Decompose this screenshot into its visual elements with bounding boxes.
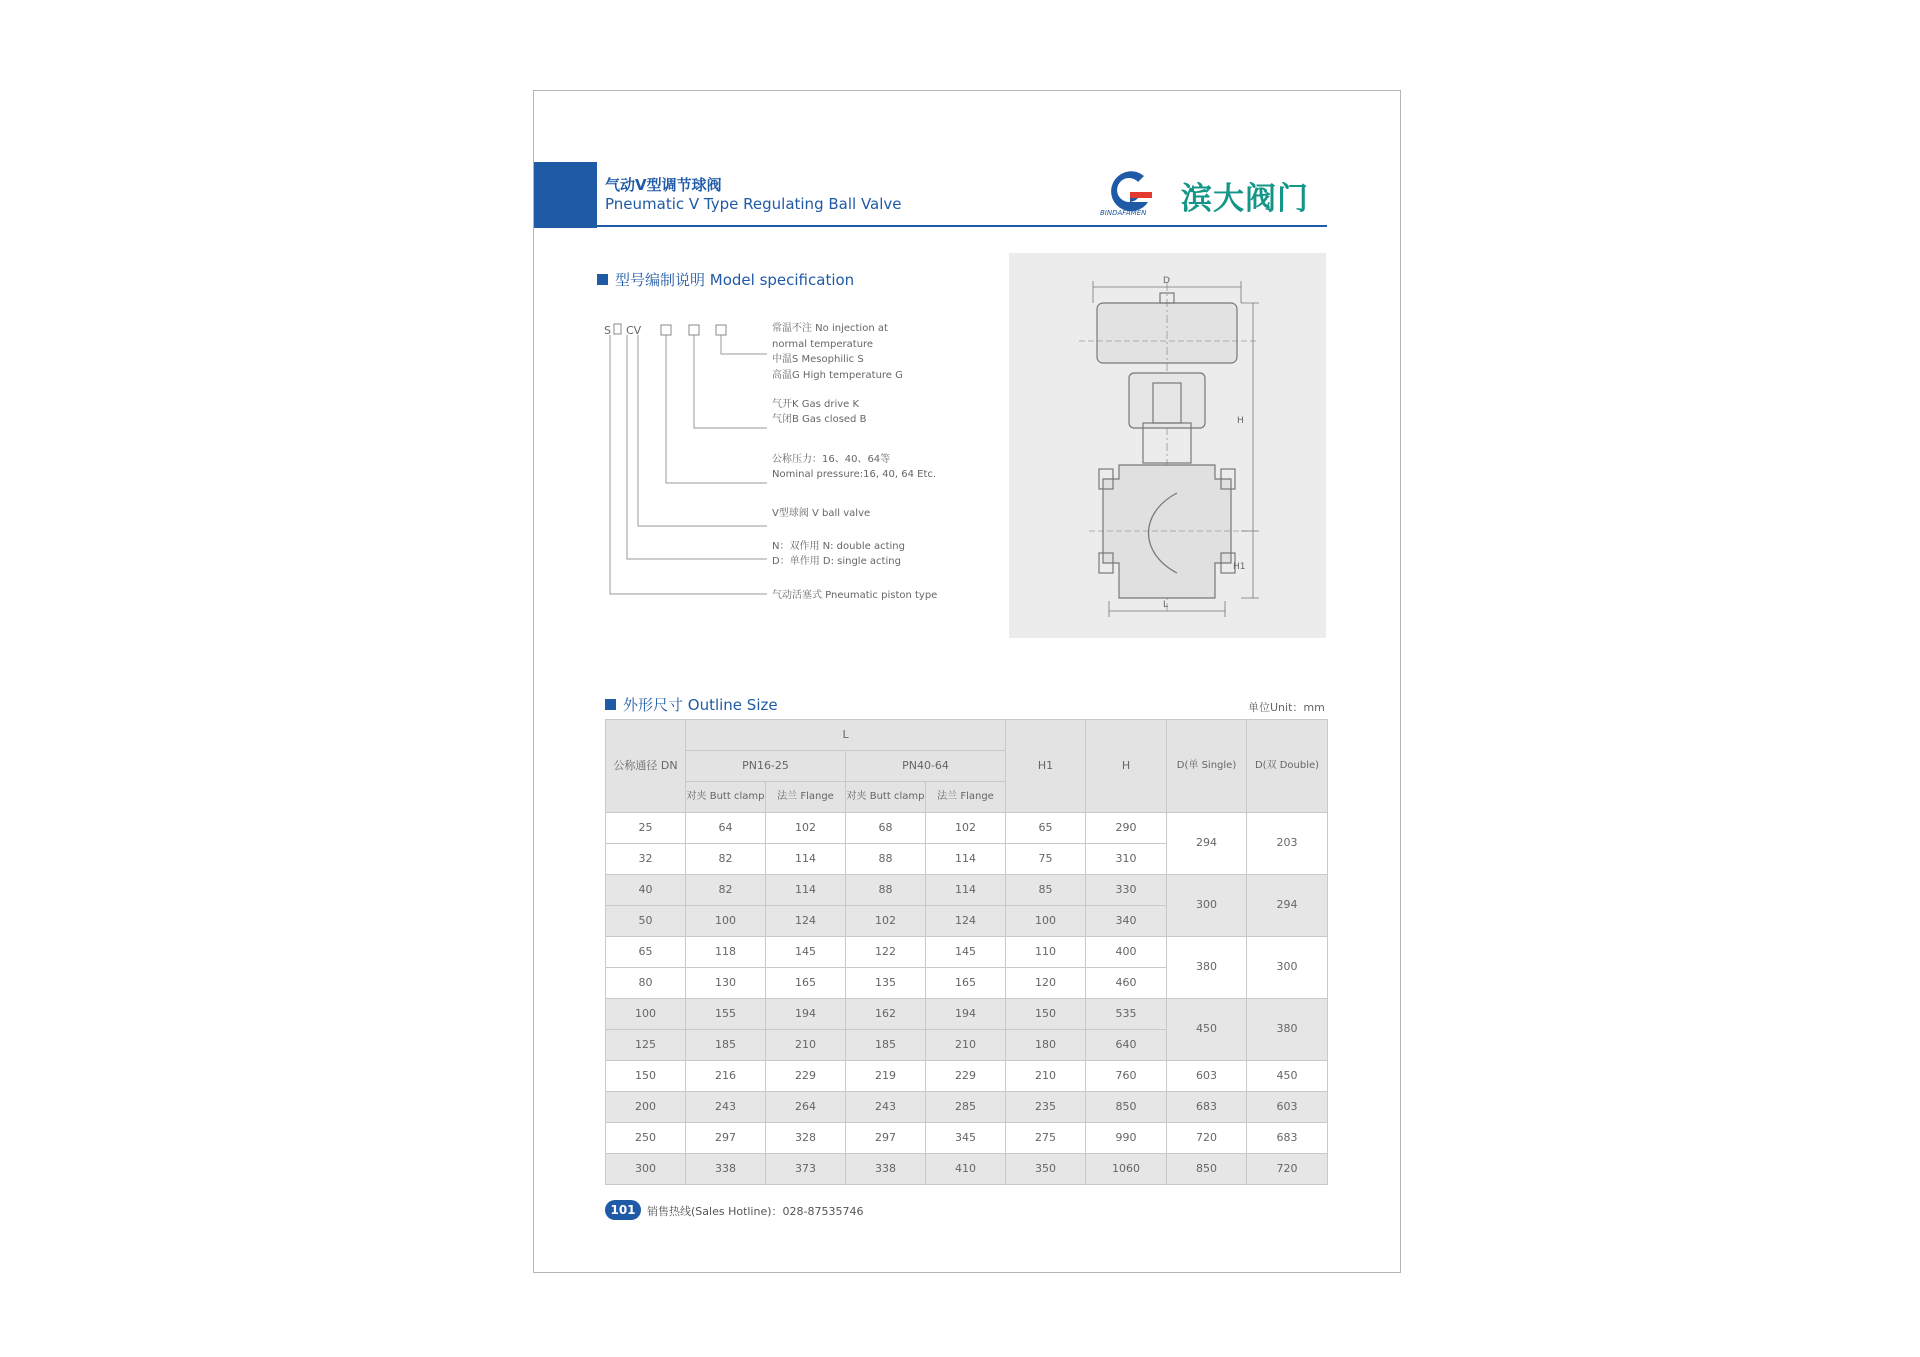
outline-size-title-text: 外形尺寸 Outline Size xyxy=(623,696,778,714)
header-h: H xyxy=(1086,720,1167,813)
cell-pn16-flange: 264 xyxy=(766,1092,846,1123)
dim-label-h: H xyxy=(1237,416,1244,426)
cell-dn: 65 xyxy=(606,937,686,968)
code-box xyxy=(716,325,726,335)
cell-pn16-butt: 216 xyxy=(686,1061,766,1092)
cell-h1: 65 xyxy=(1006,813,1086,844)
spec-option-line: 中温S Mesophilic S xyxy=(772,354,864,365)
cell-pn16-butt: 130 xyxy=(686,968,766,999)
cell-dn: 150 xyxy=(606,1061,686,1092)
cell-d-single: 450 xyxy=(1167,999,1247,1061)
cell-d-single: 683 xyxy=(1167,1092,1247,1123)
cell-pn40-butt: 135 xyxy=(846,968,926,999)
spec-option-line: 气动活塞式 Pneumatic piston type xyxy=(772,590,938,601)
header-butt-clamp: 对夹 Butt clamp xyxy=(686,782,766,813)
cell-pn16-butt: 185 xyxy=(686,1030,766,1061)
cell-pn40-flange: 124 xyxy=(926,906,1006,937)
cell-h1: 75 xyxy=(1006,844,1086,875)
cell-d-single: 300 xyxy=(1167,875,1247,937)
spec-option-line: normal temperature xyxy=(772,339,874,350)
cell-dn: 200 xyxy=(606,1092,686,1123)
cell-pn16-butt: 118 xyxy=(686,937,766,968)
code-prefix: S xyxy=(604,324,611,337)
cell-h1: 350 xyxy=(1006,1154,1086,1185)
cell-pn40-flange: 165 xyxy=(926,968,1006,999)
cell-h: 340 xyxy=(1086,906,1167,937)
cell-h1: 180 xyxy=(1006,1030,1086,1061)
cell-pn40-flange: 102 xyxy=(926,813,1006,844)
cell-pn16-butt: 297 xyxy=(686,1123,766,1154)
header-pn16-25: PN16-25 xyxy=(686,751,846,782)
cell-pn40-flange: 114 xyxy=(926,875,1006,906)
cell-pn40-butt: 162 xyxy=(846,999,926,1030)
cell-h1: 235 xyxy=(1006,1092,1086,1123)
cell-h1: 150 xyxy=(1006,999,1086,1030)
cell-pn40-butt: 185 xyxy=(846,1030,926,1061)
cell-h1: 100 xyxy=(1006,906,1086,937)
cell-d-double: 294 xyxy=(1247,875,1328,937)
cell-pn40-flange: 229 xyxy=(926,1061,1006,1092)
valve-drawing xyxy=(1009,253,1326,638)
cell-h: 990 xyxy=(1086,1123,1167,1154)
cell-dn: 100 xyxy=(606,999,686,1030)
cell-d-single: 603 xyxy=(1167,1061,1247,1092)
cell-d-double: 683 xyxy=(1247,1123,1328,1154)
table-row xyxy=(606,1061,1328,1092)
cell-pn40-butt: 102 xyxy=(846,906,926,937)
cell-pn40-flange: 194 xyxy=(926,999,1006,1030)
cell-pn16-flange: 114 xyxy=(766,875,846,906)
cell-pn16-flange: 194 xyxy=(766,999,846,1030)
cell-h1: 275 xyxy=(1006,1123,1086,1154)
cell-pn16-flange: 229 xyxy=(766,1061,846,1092)
cell-h: 290 xyxy=(1086,813,1167,844)
header-d-double: D(双 Double) xyxy=(1247,720,1328,813)
cell-h: 310 xyxy=(1086,844,1167,875)
product-title-cn: 气动V型调节球阀 xyxy=(605,176,722,194)
cell-pn16-butt: 82 xyxy=(686,844,766,875)
cell-d-double: 603 xyxy=(1247,1092,1328,1123)
dim-label-l: L xyxy=(1163,600,1169,610)
cell-pn40-flange: 210 xyxy=(926,1030,1006,1061)
cell-pn40-flange: 285 xyxy=(926,1092,1006,1123)
cell-pn16-butt: 100 xyxy=(686,906,766,937)
code-box xyxy=(689,325,699,335)
table-row xyxy=(606,1123,1328,1154)
cell-pn16-butt: 82 xyxy=(686,875,766,906)
cell-h: 400 xyxy=(1086,937,1167,968)
cell-pn40-butt: 88 xyxy=(846,875,926,906)
cell-pn16-flange: 114 xyxy=(766,844,846,875)
logo-caption: BINDAFAMEN xyxy=(1100,209,1147,217)
cell-pn16-flange: 145 xyxy=(766,937,846,968)
catalog-page xyxy=(533,90,1401,1273)
cell-pn40-butt: 338 xyxy=(846,1154,926,1185)
cell-h: 535 xyxy=(1086,999,1167,1030)
table-row xyxy=(606,1092,1328,1123)
header-flange: 法兰 Flange xyxy=(926,782,1006,813)
header-h1: H1 xyxy=(1006,720,1086,813)
cell-dn: 25 xyxy=(606,813,686,844)
model-code-diagram xyxy=(604,316,984,616)
cell-pn40-butt: 219 xyxy=(846,1061,926,1092)
table-row xyxy=(606,813,1328,844)
cell-pn40-butt: 88 xyxy=(846,844,926,875)
cell-pn16-flange: 124 xyxy=(766,906,846,937)
cell-pn40-butt: 297 xyxy=(846,1123,926,1154)
cell-h: 330 xyxy=(1086,875,1167,906)
spec-option-line: 气闭B Gas closed B xyxy=(772,414,867,425)
table-row xyxy=(606,875,1328,906)
cell-pn40-flange: 345 xyxy=(926,1123,1006,1154)
brand-name: 滨大阀门 xyxy=(1181,181,1309,217)
sales-hotline: 销售热线(Sales Hotline)：028-87535746 xyxy=(647,1205,864,1218)
cell-d-double: 450 xyxy=(1247,1061,1328,1092)
cell-d-double: 300 xyxy=(1247,937,1328,999)
model-spec-title xyxy=(597,269,854,290)
model-spec-title-text: 型号编制说明 Model specification xyxy=(615,271,855,289)
cell-pn16-butt: 243 xyxy=(686,1092,766,1123)
spec-option-line: 常温不注 No injection at xyxy=(772,323,888,334)
cell-h1: 85 xyxy=(1006,875,1086,906)
spec-option-line: V型球阀 V ball valve xyxy=(772,508,871,519)
cell-pn40-butt: 68 xyxy=(846,813,926,844)
cell-pn40-flange: 114 xyxy=(926,844,1006,875)
spec-option-line: D：单作用 D: single acting xyxy=(772,556,901,567)
cell-dn: 50 xyxy=(606,906,686,937)
cell-pn16-flange: 210 xyxy=(766,1030,846,1061)
cell-d-double: 203 xyxy=(1247,813,1328,875)
header-rule xyxy=(597,225,1327,227)
cell-h: 460 xyxy=(1086,968,1167,999)
cell-pn40-flange: 145 xyxy=(926,937,1006,968)
table-row xyxy=(606,999,1328,1030)
cell-pn16-flange: 102 xyxy=(766,813,846,844)
code-box xyxy=(661,325,671,335)
cell-dn: 80 xyxy=(606,968,686,999)
section-bullet-icon xyxy=(605,699,616,710)
spec-option-line: 公称压力：16、40、64等 xyxy=(772,454,891,465)
cell-pn40-butt: 122 xyxy=(846,937,926,968)
header-flange: 法兰 Flange xyxy=(766,782,846,813)
table-row xyxy=(606,1154,1328,1185)
spec-option-line: 高温G High temperature G xyxy=(772,370,903,381)
cell-h: 1060 xyxy=(1086,1154,1167,1185)
cell-dn: 40 xyxy=(606,875,686,906)
spec-option-line: Nominal pressure:16, 40, 64 Etc. xyxy=(772,469,937,480)
cell-d-single: 294 xyxy=(1167,813,1247,875)
header-l: L xyxy=(686,720,1006,751)
cell-h1: 110 xyxy=(1006,937,1086,968)
cell-dn: 250 xyxy=(606,1123,686,1154)
dim-label-d: D xyxy=(1163,276,1170,286)
cell-pn16-butt: 338 xyxy=(686,1154,766,1185)
cell-pn16-flange: 373 xyxy=(766,1154,846,1185)
cell-dn: 125 xyxy=(606,1030,686,1061)
cell-dn: 32 xyxy=(606,844,686,875)
table-row xyxy=(606,937,1328,968)
cell-dn: 300 xyxy=(606,1154,686,1185)
outline-size-table xyxy=(605,719,1328,1185)
outline-size-title xyxy=(605,694,778,715)
cell-h1: 210 xyxy=(1006,1061,1086,1092)
cell-pn16-butt: 155 xyxy=(686,999,766,1030)
header-butt-clamp: 对夹 Butt clamp xyxy=(846,782,926,813)
section-bullet-icon xyxy=(597,274,608,285)
cell-pn40-butt: 243 xyxy=(846,1092,926,1123)
cell-pn40-flange: 410 xyxy=(926,1154,1006,1185)
code-box xyxy=(614,324,621,334)
header-accent-block xyxy=(534,162,597,228)
cell-d-single: 720 xyxy=(1167,1123,1247,1154)
header-pn40-64: PN40-64 xyxy=(846,751,1006,782)
cell-d-single: 850 xyxy=(1167,1154,1247,1185)
spec-option-line: 气开K Gas drive K xyxy=(772,399,860,410)
cell-pn16-butt: 64 xyxy=(686,813,766,844)
header-d-single: D(单 Single) xyxy=(1167,720,1247,813)
page-number-badge: 101 xyxy=(605,1200,641,1220)
header-dn: 公称通径 DN xyxy=(606,720,686,813)
unit-label: 单位Unit：mm xyxy=(1248,701,1325,714)
product-title-en: Pneumatic V Type Regulating Ball Valve xyxy=(605,195,902,213)
cell-d-double: 720 xyxy=(1247,1154,1328,1185)
cell-h: 760 xyxy=(1086,1061,1167,1092)
cell-d-single: 380 xyxy=(1167,937,1247,999)
dim-label-h1: H1 xyxy=(1233,562,1246,572)
cell-h1: 120 xyxy=(1006,968,1086,999)
cell-pn16-flange: 165 xyxy=(766,968,846,999)
cell-pn16-flange: 328 xyxy=(766,1123,846,1154)
cell-h: 850 xyxy=(1086,1092,1167,1123)
code-type: CV xyxy=(626,324,642,337)
spec-option-line: N：双作用 N: double acting xyxy=(772,541,905,552)
cell-h: 640 xyxy=(1086,1030,1167,1061)
cell-d-double: 380 xyxy=(1247,999,1328,1061)
